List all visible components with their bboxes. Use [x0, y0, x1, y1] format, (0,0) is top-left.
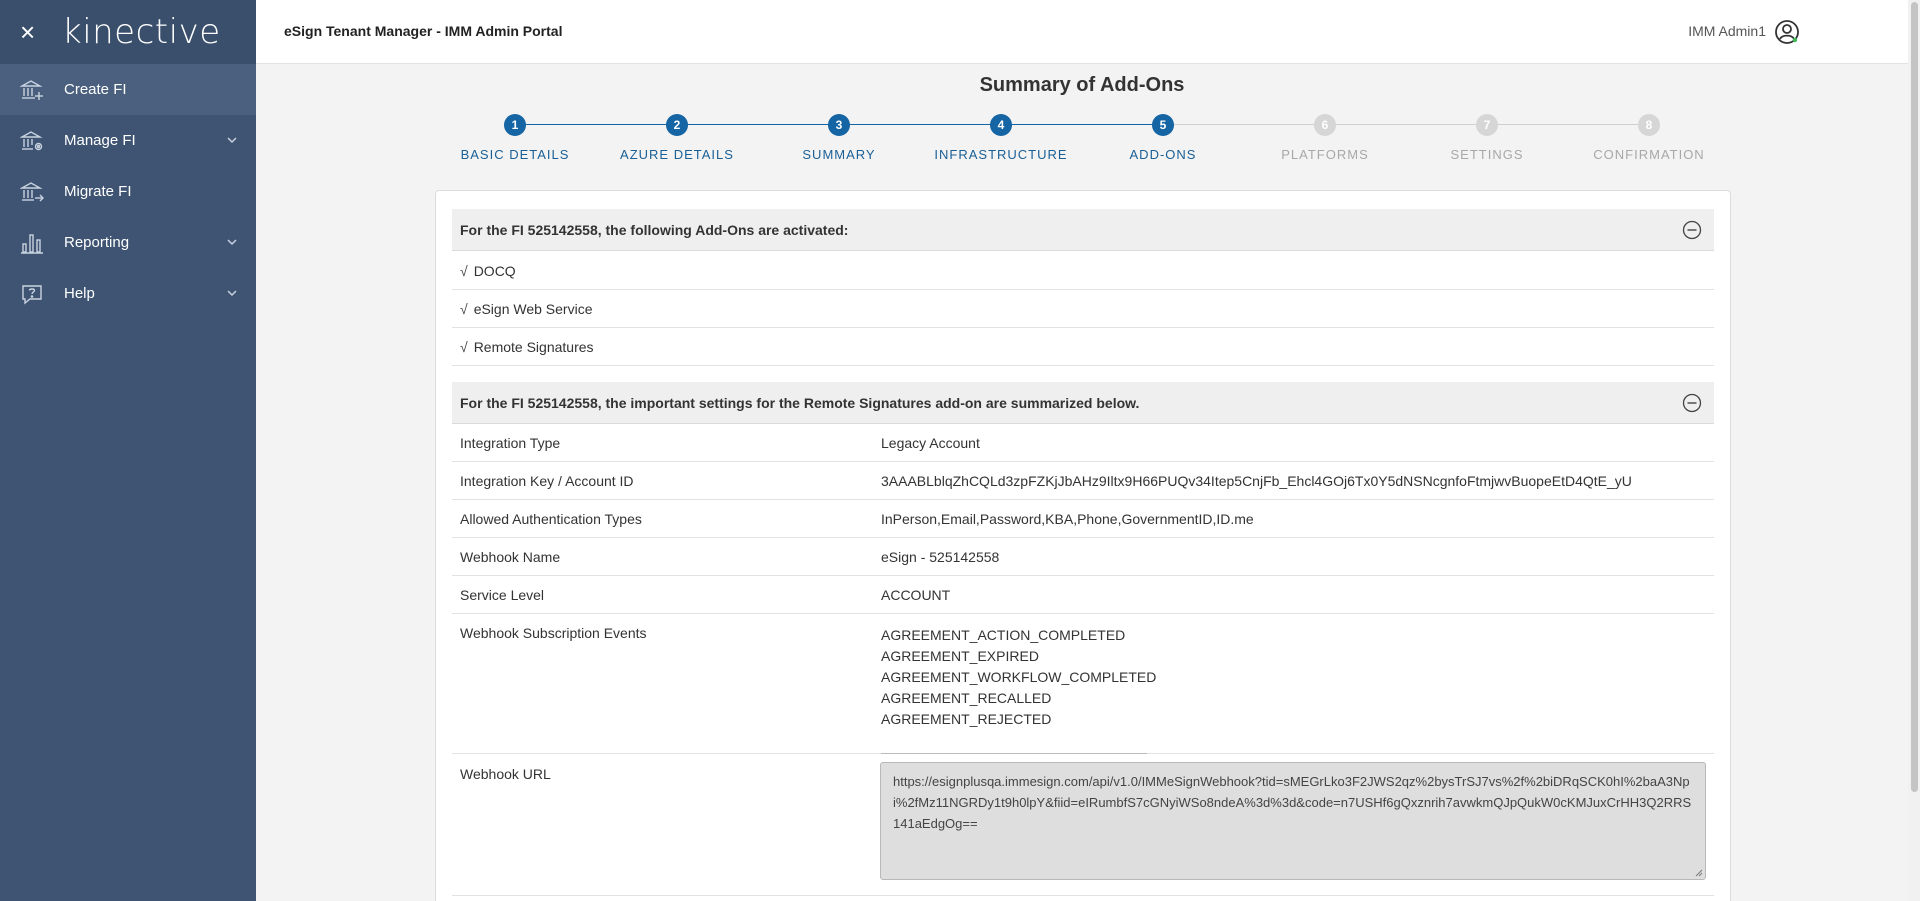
sidebar-item-label: Help — [64, 285, 95, 302]
page-title: Summary of Add-Ons — [979, 74, 1185, 96]
settings-row — [452, 576, 1714, 614]
settings-key: Webhook Name — [460, 549, 561, 565]
settings-row — [452, 500, 1714, 538]
step-number: 4 — [990, 114, 1012, 136]
settings-key: Integration Key / Account ID — [460, 473, 634, 489]
chevron-down-icon[interactable] — [226, 286, 238, 304]
step-number: 1 — [504, 114, 526, 136]
webhook-event: AGREEMENT_ACTION_COMPLETED — [881, 627, 1126, 643]
sidebar-item-label: Reporting — [64, 234, 130, 251]
step-number: 3 — [828, 114, 850, 136]
webhook-event: AGREEMENT_WORKFLOW_COMPLETED — [881, 669, 1157, 685]
collapse-settings-icon[interactable] — [1682, 393, 1702, 416]
sidebar-header — [0, 0, 256, 64]
addon-item — [452, 328, 1714, 366]
addon-name: eSign Web Service — [473, 300, 593, 317]
bank-plus-icon — [20, 78, 44, 102]
settings-row — [452, 424, 1714, 462]
app-title: eSign Tenant Manager - IMM Admin Portal — [284, 23, 563, 39]
sidebar-item-label: Migrate FI — [64, 183, 132, 200]
step-confirmation[interactable] — [1569, 114, 1729, 162]
step-basic-details[interactable] — [435, 114, 595, 162]
webhook-event: AGREEMENT_EXPIRED — [881, 648, 1039, 664]
webhook-url-value: https://esignplusqa.immesign.com/api/v1.0/IMMeSignWebhook?tid=sMEGrLko3F2JWS2qz%2bysTrSJ7vs%2f%2biDRqSCK0hI%2baA3Npi%2fMz11NGRDy1t9h0lpY&fiid=eIRumbfS7cGNyiWSo8ndeA%3d%3d&code=n7USHf6gQxznrih7avwkmQJpQukW0cKMJuxCrHH3Q2RRS141aEdgOg== — [893, 774, 1692, 831]
page-scrollbar[interactable] — [1908, 0, 1920, 901]
step-label: ADD-ONS — [1129, 147, 1197, 162]
scrollbar-thumb[interactable] — [1911, 2, 1918, 792]
addon-item — [452, 252, 1714, 290]
sidebar-item-migrate-fi[interactable] — [0, 166, 256, 217]
step-add-ons[interactable] — [1083, 114, 1243, 162]
step-number: 5 — [1152, 114, 1174, 136]
bar-chart-icon — [20, 231, 44, 255]
addon-name: DOCQ — [473, 262, 516, 279]
step-label: SETTINGS — [1450, 147, 1524, 162]
sidebar-item-help[interactable] — [0, 268, 256, 319]
settings-value: eSign - 525142558 — [881, 549, 1000, 565]
check-icon: √ — [460, 262, 468, 279]
kinective-logo: kinective — [62, 12, 221, 52]
step-label: BASIC DETAILS — [460, 147, 570, 162]
step-number: 6 — [1314, 114, 1336, 136]
step-label: AZURE DETAILS — [620, 147, 734, 162]
step-label: PLATFORMS — [1281, 147, 1369, 162]
user-name[interactable]: IMM Admin1 — [1688, 23, 1766, 39]
chevron-down-icon[interactable] — [226, 133, 238, 151]
sidebar-item-create-fi[interactable] — [0, 64, 256, 115]
addons-section-heading: For the FI 525142558, the following Add-Ons are activated: — [460, 221, 849, 238]
sidebar-item-label: Create FI — [64, 81, 127, 98]
settings-key: Webhook Subscription Events — [460, 625, 647, 641]
step-infrastructure[interactable] — [921, 114, 1081, 162]
step-summary[interactable] — [759, 114, 919, 162]
bank-arrow-icon — [20, 180, 44, 204]
settings-key: Service Level — [460, 587, 545, 603]
settings-row-webhook-url — [452, 754, 1714, 896]
settings-row — [452, 538, 1714, 576]
settings-key: Integration Type — [460, 435, 561, 451]
check-icon: √ — [460, 300, 468, 317]
settings-value: InPerson,Email,Password,KBA,Phone,GovernmentID,ID.me — [881, 511, 1254, 527]
collapse-addons-icon[interactable] — [1682, 220, 1702, 243]
close-icon[interactable]: × — [20, 17, 36, 47]
chevron-down-icon[interactable] — [226, 235, 238, 253]
sidebar-item-reporting[interactable] — [0, 217, 256, 268]
bank-gear-icon — [20, 129, 44, 153]
step-number: 2 — [666, 114, 688, 136]
webhook-event: AGREEMENT_REJECTED — [881, 711, 1052, 727]
step-platforms[interactable] — [1245, 114, 1405, 162]
events-list — [881, 625, 1156, 730]
sidebar — [0, 0, 256, 901]
resize-grip-icon[interactable] — [1695, 869, 1703, 877]
settings-value: ACCOUNT — [881, 587, 951, 603]
settings-section-heading: For the FI 525142558, the important settings for the Remote Signatures add-on are summarized below. — [460, 394, 1140, 411]
step-number: 8 — [1638, 114, 1660, 136]
sidebar-item-manage-fi[interactable] — [0, 115, 256, 166]
settings-key: Allowed Authentication Types — [460, 511, 642, 527]
settings-section-header — [452, 382, 1714, 424]
summary-card — [435, 190, 1731, 901]
webhook-url-textarea[interactable] — [880, 762, 1706, 880]
webhook-event: AGREEMENT_RECALLED — [881, 690, 1052, 706]
step-number: 7 — [1476, 114, 1498, 136]
settings-row-events — [452, 614, 1714, 754]
addon-name: Remote Signatures — [473, 338, 594, 355]
settings-value: 3AAABLblqZhCQLd3zpFZKjJbAHz9Iltx9H66PUQv34Itep5CnjFb_Ehcl4GOj6Tx0Y5dNSNcgnfoFtmjwvBuopeEtD4QtE_yU — [881, 473, 1632, 489]
step-label: INFRASTRUCTURE — [934, 147, 1068, 162]
check-icon: √ — [460, 338, 468, 355]
settings-value: Legacy Account — [881, 435, 980, 451]
step-label: CONFIRMATION — [1593, 147, 1705, 162]
step-azure-details[interactable] — [597, 114, 757, 162]
addons-section-header — [452, 209, 1714, 251]
step-settings[interactable] — [1407, 114, 1567, 162]
progress-stepper — [256, 0, 1908, 170]
settings-key: Webhook URL — [460, 766, 551, 782]
step-label: SUMMARY — [802, 147, 876, 162]
settings-row — [452, 462, 1714, 500]
sidebar-item-label: Manage FI — [64, 132, 136, 149]
addon-item — [452, 290, 1714, 328]
help-icon — [20, 282, 44, 306]
